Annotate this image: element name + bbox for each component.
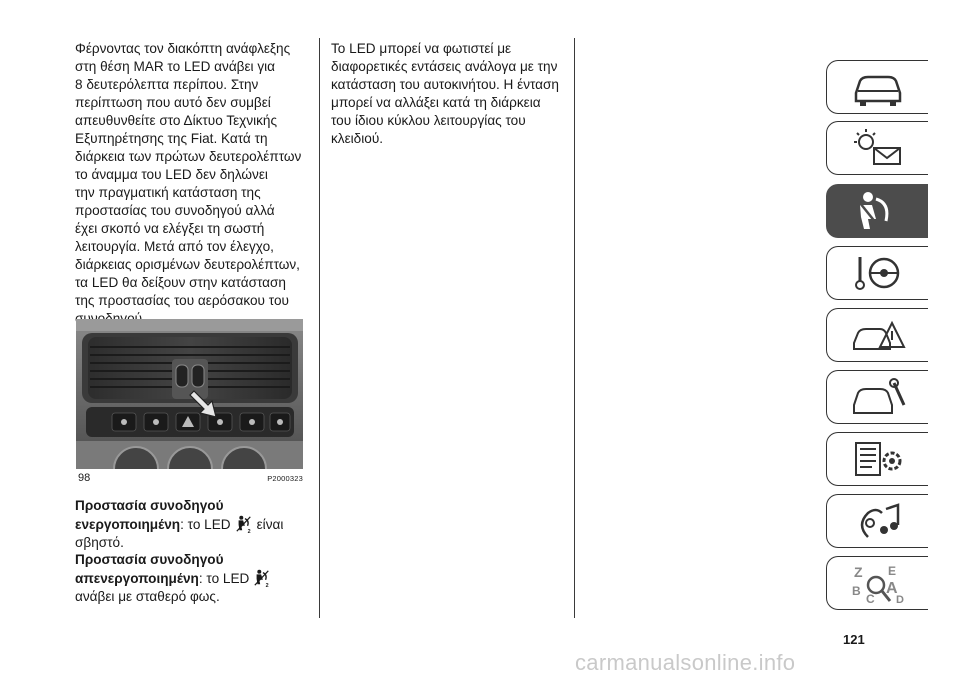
led-intensity-paragraph: Το LED μπορεί να φωτιστεί με διαφορετικές εντάσεις ανάλογα με την κατάσταση του αυτοκινήτου. Η ένταση μπορεί να αλλάξει κατά τη διάρκεια του ίδιου κύκλου λειτουργίας του κλειδιού. [331, 41, 559, 146]
dashboard-illustration [76, 319, 303, 469]
index-letter-z: Z [853, 564, 863, 580]
protection-inactive-state: ανάβει με σταθερό φως. [75, 589, 220, 604]
emergency-icon [846, 313, 910, 357]
protection-inactive-paragraph [75, 551, 310, 606]
passenger-airbag-off-icon [253, 569, 271, 587]
tab-starting-driving[interactable] [826, 246, 928, 300]
index-letters-icon [846, 561, 910, 605]
photo-caption [76, 471, 303, 485]
tab-service[interactable] [826, 370, 928, 424]
passenger-airbag-off-icon [235, 515, 253, 533]
tab-multimedia[interactable] [826, 494, 928, 548]
column-divider-2 [574, 38, 575, 618]
index-letter-d: D [895, 594, 904, 605]
svg-text:2: 2 [265, 583, 269, 587]
index-letter-a: A [885, 580, 898, 597]
tab-emergency[interactable] [826, 308, 928, 362]
steering-key-icon [846, 251, 910, 295]
protection-inactive-led-label: : το LED [198, 571, 250, 586]
figure-number: 98 [78, 472, 91, 484]
tab-warning-lights[interactable] [826, 121, 928, 175]
intro-paragraph: Φέρνοντας τον διακόπτη ανάφλεξης στη θέση MAR το LED ανάβει για 8 δευτερόλεπτα περίπου. Στην περίπτωση που αυτό δεν συμβεί απευθυνθείτε στο Δίκτυο Τεχνικής Εξυπηρέτησης της Fiat. Κατά τη διάρκεια των πρώτων δευτερολέπτων το άναμμα του LED δεν δηλώνει την πραγματική κατάσταση της προστασίας του συνοδηγού αλλά έχει σκοπό να ελέγξει τη σωστή λειτουργία. Μετά από τον έλεγχο, διάρκειας ορισμένων δευτερολέπτων, τα LED θα δείξουν στην κατάσταση της προστασίας του αερόσακου του [75, 41, 302, 308]
car-dashboard-icon [846, 65, 910, 109]
protection-active-state: είναι σβηστό. [75, 517, 284, 550]
protection-active-heading: Προστασία συνοδηγού ενεργοποιημένη [75, 498, 224, 532]
index-letter-c: C [865, 592, 875, 605]
page-number: 121 [843, 632, 865, 647]
protection-active-led-label: : το LED [180, 517, 231, 532]
protection-active-paragraph [75, 497, 310, 552]
protection-inactive-heading: Προστασία συνοδηγού απενεργοποιημένη [75, 552, 224, 586]
airbag-seatbelt-icon [846, 189, 910, 233]
tab-safety[interactable] [826, 184, 928, 238]
watermark-text: carmanualsonline.info [575, 650, 796, 675]
index-letter-b: B [851, 584, 861, 598]
multimedia-icon [846, 499, 910, 543]
figure-code: P2000323 [267, 474, 303, 483]
car-service-icon [846, 375, 910, 419]
index-letter-e: E [887, 564, 896, 578]
warning-lights-icon [846, 126, 910, 170]
column-divider-1 [319, 38, 320, 618]
tab-dashboard[interactable] [826, 60, 928, 114]
dashboard-photo [76, 319, 303, 469]
tab-technical-data[interactable] [826, 432, 928, 486]
specs-gear-icon [846, 437, 910, 481]
tab-index[interactable] [826, 556, 928, 610]
svg-text:2: 2 [247, 529, 251, 533]
